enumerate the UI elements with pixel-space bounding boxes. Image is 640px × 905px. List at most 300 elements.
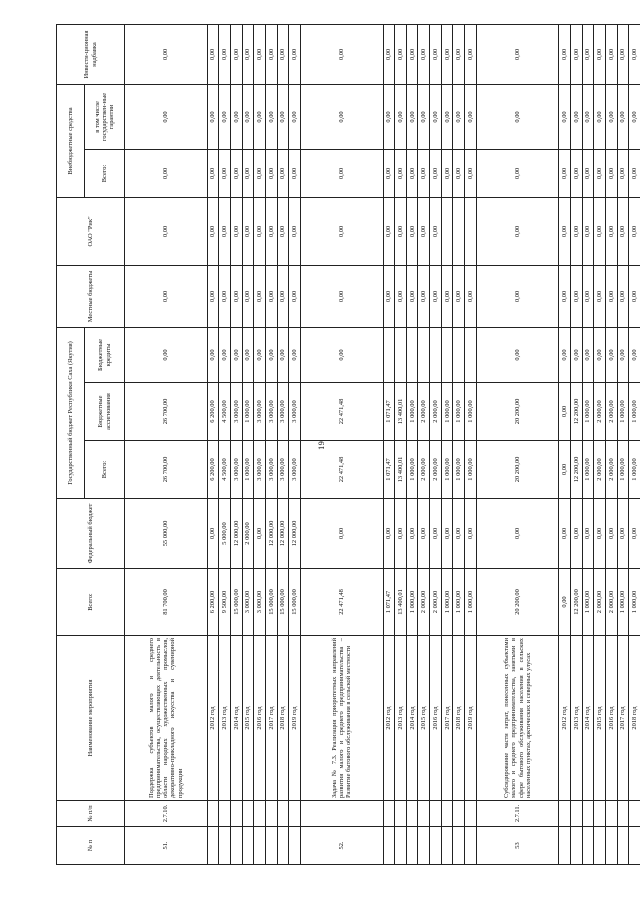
value-cell: 0,00 [430,24,442,84]
value-cell: 6 200,00 [207,569,219,636]
value-cell: 1 000,00 [582,569,594,636]
value-cell: 0,00 [582,197,594,265]
value-cell: 2 000,00 [606,569,618,636]
value-cell: 0,00 [617,149,629,197]
row-number [453,827,465,865]
value-cell: 26 700,00 [125,383,208,441]
row-number [441,827,453,865]
value-cell: 0,00 [617,327,629,382]
row-number [230,827,242,865]
value-cell: 0,00 [265,197,277,265]
value-cell: 1 000,00 [465,383,477,441]
value-cell: 2 000,00 [430,383,442,441]
value-cell [465,327,477,382]
value-cell: 0,00 [289,265,301,327]
value-cell: 1 000,00 [582,383,594,441]
value-cell: 0,00 [230,84,242,149]
row-sub-number [453,801,465,827]
value-cell: 0,00 [289,24,301,84]
value-cell: 0,00 [465,149,477,197]
value-cell: 0,00 [265,327,277,382]
value-cell: 0,00 [582,499,594,569]
value-cell: 0,00 [418,84,430,149]
value-cell: 0,00 [629,499,640,569]
value-cell: 26 700,00 [125,441,208,499]
value-cell: 0,00 [406,84,418,149]
value-cell: 0,00 [242,24,254,84]
header-invest: Инвести-ционная надбавка [57,24,125,84]
value-cell: 0,00 [219,327,231,382]
value-cell: 0,00 [476,265,559,327]
table-row [453,24,465,864]
value-cell: 0,00 [207,499,219,569]
value-cell: 0,00 [242,265,254,327]
value-cell [383,327,395,382]
value-cell: 0,00 [559,197,571,265]
table-row [300,24,383,864]
value-cell: 13 400,01 [395,569,407,636]
value-cell: 1 000,00 [453,569,465,636]
value-cell: 0,00 [559,383,571,441]
value-cell: 0,00 [300,265,383,327]
table-row [594,24,606,864]
value-cell: 0,00 [289,149,301,197]
value-cell: 0,00 [418,499,430,569]
value-cell: 20 200,00 [476,441,559,499]
value-cell [465,197,477,265]
year-label: 2015 год [242,636,254,801]
value-cell: 0,00 [453,84,465,149]
value-cell: 1 071,47 [383,383,395,441]
row-sub-number [571,801,583,827]
table-row [383,24,395,864]
value-cell: 0,00 [606,265,618,327]
value-cell: 12 200,00 [571,441,583,499]
value-cell: 0,00 [254,24,266,84]
value-cell: 0,00 [300,327,383,382]
year-label: 2013 год [395,636,407,801]
activity-name: Задача № 7.3. Реализация приоритетных направлений развития малого и среднего предпринимательства – Развитие бытового обслуживания в сельской местности [300,636,383,801]
year-label: 2012 год [207,636,219,801]
value-cell: 0,00 [606,24,618,84]
value-cell: 0,00 [242,327,254,382]
year-label: 2014 год [406,636,418,801]
value-cell: 20 200,00 [476,569,559,636]
value-cell: 0,00 [559,24,571,84]
value-cell: 0,00 [617,24,629,84]
row-sub-number [300,801,383,827]
row-number: 51. [125,827,208,865]
value-cell: 0,00 [418,265,430,327]
value-cell: 3 000,00 [230,383,242,441]
row-sub-number: 2.7.10. [125,801,208,827]
row-number [465,827,477,865]
value-cell: 12 200,00 [571,383,583,441]
value-cell: 0,00 [606,499,618,569]
value-cell: 0,00 [476,24,559,84]
value-cell: 6 200,00 [207,441,219,499]
year-label: 2014 год [230,636,242,801]
value-cell: 0,00 [230,265,242,327]
year-label: 2015 год [594,636,606,801]
value-cell: 0,00 [476,84,559,149]
value-cell: 0,00 [430,197,442,265]
row-number [254,827,266,865]
value-cell: 0,00 [289,197,301,265]
value-cell: 0,00 [629,84,640,149]
value-cell: 9 500,00 [219,569,231,636]
value-cell: 2 000,00 [430,441,442,499]
header-state-credits: Бюджетные кредиты [85,327,125,382]
year-label: 2014 год [582,636,594,801]
year-label: 2019 год [465,636,477,801]
value-cell: 0,00 [582,84,594,149]
value-cell: 0,00 [395,24,407,84]
value-cell: 0,00 [254,149,266,197]
header-sub-num: № п/п [57,801,125,827]
row-number [265,827,277,865]
value-cell: 0,00 [207,197,219,265]
row-sub-number [629,801,640,827]
value-cell: 0,00 [571,197,583,265]
table-row [629,24,640,864]
value-cell: 0,00 [406,149,418,197]
row-sub-number [219,801,231,827]
table-row [617,24,629,864]
value-cell: 0,00 [559,149,571,197]
table-row [219,24,231,864]
table-row [418,24,430,864]
value-cell: 1 000,00 [406,569,418,636]
value-cell: 0,00 [395,265,407,327]
value-cell: 2 000,00 [594,569,606,636]
table-row [230,24,242,864]
row-sub-number [559,801,571,827]
value-cell: 3 000,00 [242,569,254,636]
year-label: 2018 год [453,636,465,801]
value-cell: 0,00 [453,149,465,197]
value-cell: 0,00 [383,84,395,149]
value-cell: 0,00 [125,149,208,197]
value-cell: 13 400,01 [395,441,407,499]
value-cell: 0,00 [207,84,219,149]
value-cell: 0,00 [383,24,395,84]
value-cell: 0,00 [254,84,266,149]
header-name: Наименование мероприятия [57,636,125,801]
value-cell: 0,00 [559,84,571,149]
value-cell: 0,00 [629,265,640,327]
value-cell: 0,00 [476,197,559,265]
value-cell: 20 200,00 [476,383,559,441]
header-state-budget: Государственный бюджет Республики Саха (Якутия) [57,327,85,498]
value-cell: 0,00 [265,265,277,327]
row-number [395,827,407,865]
value-cell: 0,00 [571,499,583,569]
row-number [629,827,640,865]
row-number [242,827,254,865]
row-sub-number [230,801,242,827]
value-cell: 1 000,00 [406,383,418,441]
value-cell: 0,00 [629,24,640,84]
value-cell: 0,00 [265,149,277,197]
value-cell: 0,00 [559,327,571,382]
value-cell: 0,00 [242,84,254,149]
value-cell: 0,00 [289,327,301,382]
rotated-table-container [56,25,640,865]
value-cell: 0,00 [277,149,289,197]
table-row [571,24,583,864]
value-cell: 4 500,00 [219,441,231,499]
row-number [582,827,594,865]
year-label: 2015 год [418,636,430,801]
value-cell: 1 000,00 [617,383,629,441]
row-number [289,827,301,865]
year-label: 2018 год [629,636,640,801]
value-cell: 0,00 [395,197,407,265]
row-sub-number [406,801,418,827]
table-body [125,24,640,864]
value-cell: 0,00 [219,197,231,265]
value-cell: 0,00 [559,499,571,569]
value-cell: 2 000,00 [418,383,430,441]
value-cell: 0,00 [395,84,407,149]
row-sub-number [606,801,618,827]
table-row [465,24,477,864]
value-cell [441,197,453,265]
year-label: 2018 год [277,636,289,801]
value-cell: 12 200,00 [571,569,583,636]
row-number [207,827,219,865]
value-cell: 0,00 [441,84,453,149]
value-cell: 0,00 [125,84,208,149]
value-cell: 0,00 [441,499,453,569]
value-cell: 0,00 [207,327,219,382]
value-cell: 12 000,00 [277,499,289,569]
year-label: 2016 год [430,636,442,801]
value-cell: 0,00 [453,24,465,84]
value-cell: 0,00 [476,327,559,382]
value-cell: 0,00 [571,149,583,197]
value-cell: 1 000,00 [242,441,254,499]
header-local: Местные бюджеты [57,265,125,327]
value-cell: 1 000,00 [242,383,254,441]
header-row-1 [57,24,85,864]
value-cell: 0,00 [441,149,453,197]
value-cell [395,327,407,382]
value-cell: 1 000,00 [617,569,629,636]
value-cell: 0,00 [406,197,418,265]
value-cell: 0,00 [582,24,594,84]
value-cell: 1 000,00 [441,441,453,499]
value-cell: 0,00 [230,197,242,265]
value-cell: 0,00 [559,265,571,327]
table-row [406,24,418,864]
value-cell [406,327,418,382]
row-sub-number [582,801,594,827]
value-cell: 0,00 [406,24,418,84]
value-cell: 0,00 [383,149,395,197]
value-cell: 0,00 [277,24,289,84]
header-extra-total: Всего: [85,149,125,197]
value-cell: 0,00 [617,84,629,149]
value-cell: 0,00 [418,197,430,265]
value-cell: 12 000,00 [230,499,242,569]
value-cell: 0,00 [383,499,395,569]
value-cell: 0,00 [277,327,289,382]
table-row [242,24,254,864]
value-cell: 0,00 [300,499,383,569]
row-sub-number [277,801,289,827]
value-cell: 1 071,47 [383,569,395,636]
value-cell: 0,00 [406,265,418,327]
row-sub-number: 2.7.11. [476,801,559,827]
table-row [289,24,301,864]
value-cell: 0,00 [207,149,219,197]
value-cell: 1 000,00 [617,441,629,499]
value-cell: 3 000,00 [254,569,266,636]
value-cell: 1 000,00 [465,569,477,636]
row-number [430,827,442,865]
table-row [265,24,277,864]
row-sub-number [465,801,477,827]
value-cell: 0,00 [418,149,430,197]
value-cell: 0,00 [207,24,219,84]
page-number: 19 [318,441,326,450]
value-cell: 0,00 [300,24,383,84]
value-cell: 0,00 [430,84,442,149]
value-cell: 0,00 [430,265,442,327]
value-cell: 2 000,00 [430,569,442,636]
value-cell: 0,00 [125,24,208,84]
value-cell: 0,00 [465,84,477,149]
activity-name: Субсидирование части затрат, понесенных субъектами малого и среднего предпринимательства, занятыми в сфере бытового обслуживания населения в сельских населенных пунктах, арктических и северных улусах [476,636,559,801]
value-cell: 0,00 [606,327,618,382]
value-cell: 1 000,00 [453,441,465,499]
value-cell: 0,00 [571,265,583,327]
value-cell: 2 000,00 [594,383,606,441]
row-number [383,827,395,865]
value-cell: 1 000,00 [441,569,453,636]
value-cell: 0,00 [453,499,465,569]
year-label: 2016 год [606,636,618,801]
value-cell: 0,00 [265,24,277,84]
value-cell: 0,00 [242,149,254,197]
value-cell: 1 000,00 [406,441,418,499]
value-cell: 0,00 [617,499,629,569]
row-sub-number [418,801,430,827]
value-cell: 22 471,48 [300,441,383,499]
row-number [606,827,618,865]
value-cell: 2 000,00 [606,383,618,441]
value-cell: 0,00 [265,84,277,149]
header-state-alloc: Бюджетные ассигнования [85,383,125,441]
value-cell: 0,00 [430,149,442,197]
row-number [571,827,583,865]
table-row [430,24,442,864]
value-cell: 0,00 [254,327,266,382]
value-cell: 0,00 [230,327,242,382]
table-row [277,24,289,864]
value-cell: 0,00 [629,197,640,265]
value-cell: 0,00 [430,499,442,569]
value-cell: 3 000,00 [254,441,266,499]
header-extra-budget: Внебюджетные средства [57,84,85,197]
value-cell [430,327,442,382]
value-cell: 0,00 [594,265,606,327]
value-cell: 0,00 [571,84,583,149]
value-cell: 15 000,00 [277,569,289,636]
value-cell: 12 000,00 [265,499,277,569]
value-cell: 22 471,48 [300,569,383,636]
value-cell: 1 000,00 [629,383,640,441]
value-cell: 0,00 [125,265,208,327]
value-cell: 1 000,00 [629,441,640,499]
value-cell: 0,00 [606,84,618,149]
value-cell: 15 000,00 [230,569,242,636]
value-cell: 0,00 [559,441,571,499]
value-cell: 0,00 [254,265,266,327]
value-cell: 6 200,00 [207,383,219,441]
row-number: 53 [476,827,559,865]
table-row [476,24,559,864]
value-cell: 0,00 [254,197,266,265]
value-cell: 0,00 [617,197,629,265]
value-cell: 3 000,00 [254,383,266,441]
budget-table [56,24,640,865]
row-number [418,827,430,865]
value-cell: 0,00 [300,197,383,265]
header-num: № п [57,827,125,865]
row-sub-number [207,801,219,827]
value-cell: 3 000,00 [289,441,301,499]
value-cell: 13 400,01 [395,383,407,441]
value-cell: 55 000,00 [125,499,208,569]
header-state-total: Всего: [85,441,125,499]
value-cell: 4 500,00 [219,383,231,441]
header-total: Всего: [57,569,125,636]
value-cell: 0,00 [594,149,606,197]
value-cell: 5 000,00 [219,499,231,569]
value-cell: 0,00 [230,149,242,197]
row-sub-number [395,801,407,827]
header-extra-guar: в том числе государствен-ные гарантии [85,84,125,149]
value-cell: 0,00 [277,84,289,149]
value-cell: 0,00 [300,84,383,149]
year-label: 2019 год [289,636,301,801]
value-cell: 0,00 [629,149,640,197]
value-cell: 0,00 [594,197,606,265]
value-cell: 12 000,00 [289,499,301,569]
table-row [254,24,266,864]
row-number [406,827,418,865]
row-number: 52. [300,827,383,865]
value-cell: 0,00 [594,327,606,382]
year-label: 2017 год [617,636,629,801]
value-cell: 0,00 [465,24,477,84]
value-cell: 0,00 [629,327,640,382]
value-cell: 0,00 [476,499,559,569]
value-cell: 0,00 [219,265,231,327]
row-sub-number [265,801,277,827]
value-cell: 0,00 [418,24,430,84]
value-cell: 2 000,00 [418,569,430,636]
value-cell: 0,00 [277,265,289,327]
value-cell [453,327,465,382]
year-label: 2013 год [219,636,231,801]
value-cell: 0,00 [441,265,453,327]
value-cell: 0,00 [617,265,629,327]
value-cell: 0,00 [383,197,395,265]
